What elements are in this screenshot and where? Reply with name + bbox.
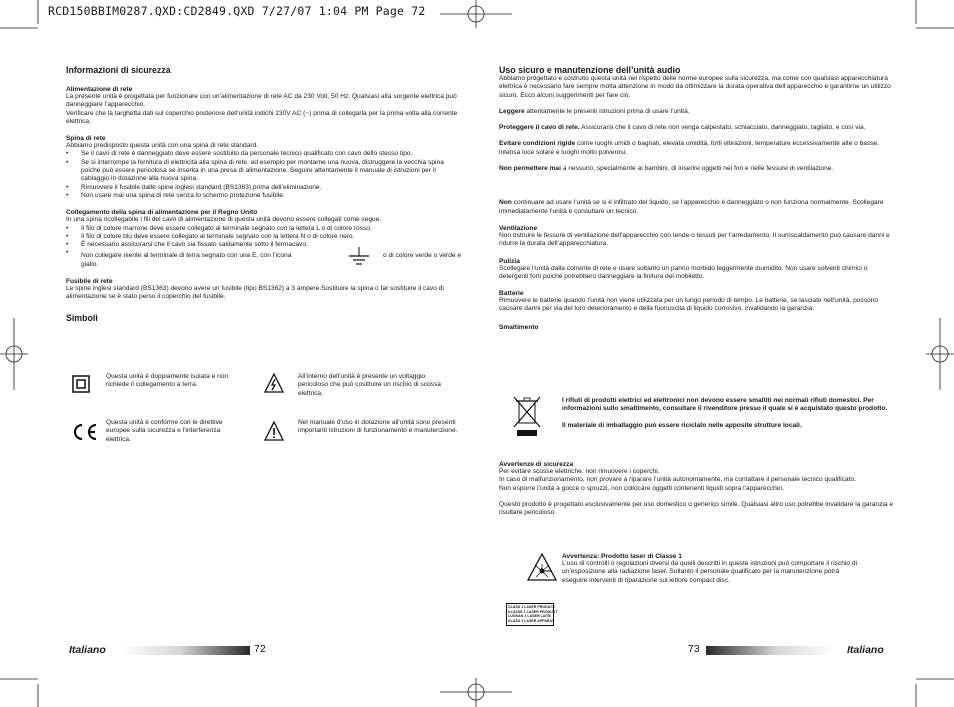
right-lower-content	[499, 461, 895, 517]
power-text-2: Verificare che la targhetta dati sul coperchio posteriore dell’unità indichi 230V AC (~) prima di collegarla per la prima volta alla corrente elettrica.	[66, 109, 458, 125]
plug-intro: Abbiamo predisposto questa unità con una spina di rete standard.	[66, 142, 259, 150]
laser-text: L’uso di controlli o regolazioni diversi da quelli descritti in queste istruzioni può comportare il rischio di un’esposizione alla radiazione laser. Soltanto il personale qualificato per la manutenzione potrà eseguire interventi di riparazione sul lettore compact disc.	[562, 560, 858, 584]
power-text-1: La presente unità è progettata per funzionare con un’alimentazione di rete AC da 230 Volt, 50 Hz. Qualsiasi alta sorgente elettrica può danneggiare l’apparecchio.	[66, 93, 457, 109]
label-line: KLASSE 1 LASER PRODUKT	[508, 609, 558, 614]
uk-heading: Collegamento della spina di alimentazione per il Regno Unito	[66, 209, 258, 217]
uk-intro: In una spina ricollegabile i fili del cavo di alimentazione di questa unità devono essere collegati come segue.	[66, 216, 382, 224]
list-item: • Se il cavo di rete è danneggiato deve essere sostituito da personale tecnico qualificato con cavo dello stesso tipo.	[66, 150, 462, 158]
batteries-heading: Batterie	[499, 290, 524, 298]
list-item: • Il filo di colore blu deve essere collegato al terminale segnato con la lettera N o di colore nero.	[66, 233, 462, 241]
safe-use-intro: Abbiamo progettato e costruito questa unità nel rispetto delle norme europee sulla sicurezza, ma come con qualsiasi apparecchiatura elettrica è necessario fare sempre molta attenzione in modo da ottimizzare la durata operativa dell’apparecchio e garantirne un utilizzo sicuro. Ecco alcuni suggerimenti per fare ciò.	[499, 75, 891, 99]
disposal-heading: Smaltimento	[499, 323, 539, 331]
uk-list	[66, 225, 462, 269]
left-page-number: 72	[254, 643, 266, 655]
ventilation-text: Non ostruire le fessure di ventilazione dell’apparecchio con tende o tessuti per l’arredamento. Il surriscaldamento può causare danni e ridurre la durata dell’apparecchiatura.	[499, 231, 890, 248]
plug-list	[66, 150, 462, 200]
earth-text-b: o di colore verde o verde e giallo.	[81, 252, 462, 268]
list-item: • Se si interrompe la fornitura di elettricità alla spina di rete, ad esempio per montarne una nuova, distruggere la vecchia spina poiché può essere pericolosa se inserita in una presa di alimentazione. Seguire attentamente il manuale di istruzioni per il cablaggio in dotazione alla nuova spina.	[66, 159, 462, 184]
para-conditions: Evitare condizioni rigide come luoghi umidi o bagnati, elevata umidità, forti vibrazioni, temperature eccessivamente alte o basse, intensa luce solare e luoghi molto polverosi.	[499, 140, 880, 156]
list-item	[66, 249, 462, 269]
right-footer-language: Italiano	[847, 644, 884, 656]
laser-block	[562, 553, 862, 585]
para-read: Leggere attentamente le presenti istruzioni prima di usare l’unità.	[499, 107, 690, 115]
warning-text: Nel manuale d’uso in dotazione all’unità sono presenti importanti istruzioni di funzionamento e manutenzione.	[298, 419, 458, 435]
left-footer-bar	[122, 646, 250, 655]
right-page-number: 73	[688, 643, 700, 655]
batteries-text: Rimuovere le batterie quando l’unità non viene utilizzata per un lungo periodo di tempo. Le batterie, se lasciate nell’unità, possono causare danni per via del loro deterioramento e della fuoriuscita di liquido corrosivo, invalidando la garanzia.	[499, 297, 879, 313]
weee-text: I rifiuti di prodotti elettrici ed elettronici non devono essere smaltiti nei normali rifiuti domestici. Per informazioni sullo smaltimento, consultare il rivenditore presso il quale si è acquistato questo prodotto.	[562, 397, 888, 413]
laser-class-label	[506, 603, 558, 626]
weee-text-block	[562, 397, 898, 430]
left-page-content	[66, 65, 462, 323]
safe-use-title: Uso sicuro e manutenzione dell’unità audio	[499, 65, 681, 75]
packaging-text: Il materiale di imballaggio può essere riciclato nelle apposite strutture locali.	[562, 421, 802, 429]
list-item: • Rimuovere il fusibile dalle spine inglesi standard (BS1363) prima dell’eliminazione.	[66, 184, 462, 192]
safety-warnings-text: Per evitare scosse elettriche, non rimuovere i coperchi. In caso di malfunzionamento, non provare a riparare l’unità autonomamente, ma contattare il personale tecnico qualificato. Non esporre l’unità a gocce o spruzzi, non collocare oggetti contenenti liquidi sopra l’apparecchio.	[499, 468, 856, 492]
earth-text-a: Non collegare niente al terminale di terra segnato con una E, con l’icona	[81, 252, 292, 260]
plug-heading: Spina di rete	[66, 135, 106, 143]
label-line: KLASS 1 LASER APPARAT	[508, 619, 555, 624]
double-insulation-text: Questa unità è doppiamente isolata e non richiede il collegamento a terra.	[106, 373, 229, 389]
voltage-warning-icon	[264, 373, 284, 398]
ventilation-heading: Ventilazione	[499, 224, 538, 232]
voltage-text: All’interno dell’unità è presente un voltaggio pericoloso che può costituire un rischio di scossa elettrica.	[298, 373, 441, 397]
double-insulation-icon	[72, 375, 90, 398]
left-footer-language: Italiano	[69, 644, 106, 656]
right-page-content	[499, 65, 895, 331]
label-line: LUOKAN 1 LASER LAITE	[508, 614, 551, 619]
safety-info-title: Informazioni di sicurezza	[66, 65, 171, 75]
list-item: • Il filo di colore marrone deve essere collegato al terminale segnato con la lettera L o di colore rosso.	[66, 225, 462, 233]
list-item: • Non usare mai una spina di rete senza lo schermo protezione fusibile.	[66, 192, 462, 200]
ce-text: Questa unità è conforme con le direttive europee sulla sicurezza e l’interferenza elettrica.	[106, 419, 223, 443]
para-cable: Proteggere il cavo di rete. Assicurarsi che il cavo di rete non venga calpestato, schiacciato, danneggiato, tagliato, e così via.	[499, 124, 866, 132]
safety-warnings-heading: Avvertenze di sicurezza	[499, 461, 574, 468]
list-item: • È necessario assicurarsi che il cavo sia fissato saldamente sotto il fermacavo.	[66, 241, 462, 249]
cleaning-text: Scollegare l’unità dalla corrente di rete e usare soltanto un panno morbido leggermente inumidito. Non usare solventi chimici o detergenti forti poiché potrebbero danneggiare la finitura del mobiletto.	[499, 264, 868, 280]
fuse-text: Le spine inglesi standard (BS1363) devono avere un fusibile (tipo BS1362) a 3 ampere.Sostituire la spina o far sostituire il cavo di alimentazione se è stato perso il coperchio del fusibile.	[66, 285, 444, 301]
file-header: RCD150BBIM0287.QXD:CD2849.QXD 7/27/07 1:04 PM Page 72	[48, 4, 426, 18]
para-liquid: Non continuare ad usare l’unità se si è infiltrato del liquido, se l’apparecchio è danneggiato o non funziona normalmente. Scollegare immediatamente l’unità e consultare un tecnico.	[499, 199, 884, 215]
domestic-use-text: Questo prodotto è progettato esclusivamente per uso domestico o generico simile. Qualsiasi altro uso potrebbe invalidare la garanzia e risultare pericoloso.	[499, 500, 894, 517]
weee-bin-icon	[513, 395, 541, 442]
ce-mark-icon	[70, 422, 100, 446]
warning-icon	[264, 421, 284, 446]
label-line: CLASS 1 LASER PRODUCT	[508, 605, 556, 609]
laser-warning-icon	[527, 553, 557, 586]
right-footer-bar	[706, 646, 834, 655]
para-objects: Non permettere mai a nessuno, specialmente ai bambini, di inserire oggetti nei fori e nelle fessure di ventilazione.	[499, 165, 834, 173]
symbols-title: Simboli	[66, 312, 98, 323]
power-heading: Alimentazione di rete	[66, 86, 133, 93]
laser-heading: Avvertenza: Prodotto laser di Classe 1	[562, 553, 682, 560]
cleaning-heading: Pulizia	[499, 257, 520, 265]
fuse-heading: Fusibile di rete	[66, 278, 113, 286]
earth-icon	[339, 249, 383, 257]
